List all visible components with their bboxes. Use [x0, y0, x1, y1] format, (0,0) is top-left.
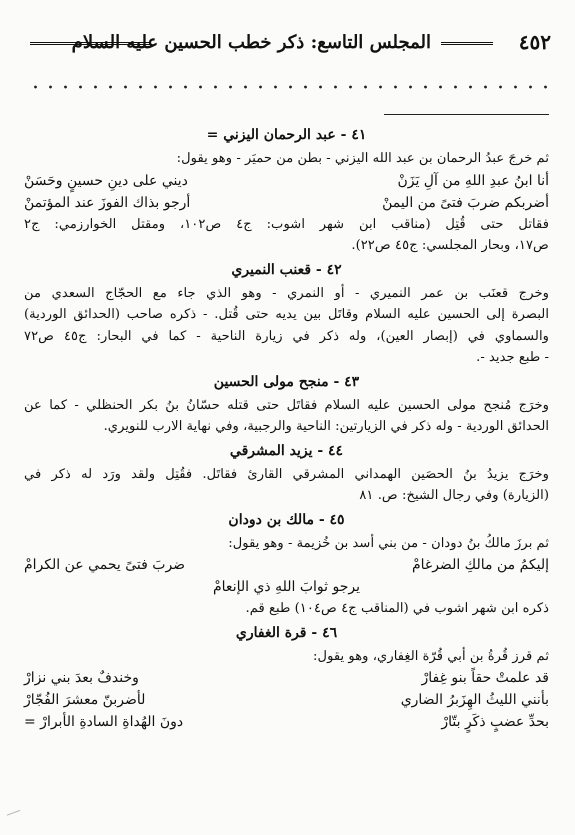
text-line: وخرَج يزيدُ بنُ الحصَين الهمداني المشرقي القارئ فقاتَل. فقُتِل ولقد ورَد له ذكر في: [24, 466, 549, 482]
verse-second-half: ضربَ فتىً يحمي عن الكرامْ: [24, 557, 186, 573]
verse-row-single: [24, 576, 549, 598]
text-line: ص١٧، وبحار المجلسي: ج٤٥ ص٢٢).: [351, 238, 549, 253]
text-line: ثم برزَ مالكُ بنُ دودان - من بني أسد بن خُزيمة - وهو يقول:: [228, 535, 549, 551]
text-line: الحدائق الوردية - وله ذكر في الزيارتين: الناحية والرجبية، وفي نهاية الارب للنويري.: [103, 419, 549, 434]
verse-second-half: وخندفٌ بعدَ بني نزارْ: [24, 670, 139, 686]
verse-first-half: أنا ابنُ عبدِ اللهِ من آلِ يَزَنْ: [397, 172, 549, 189]
page-number: ٤٥٢: [518, 30, 551, 54]
verse-second-half: دونَ الهُداةِ السادةِ الأبرارْ =: [24, 714, 184, 730]
footnote-separator: [384, 114, 549, 115]
verse-second-half: لأضربنّ معشرَ الفُجّارْ: [24, 692, 146, 708]
verse-first-half: بحدِّ عضبٍ ذكَرٍ بتّارْ: [441, 714, 549, 730]
verse-row: [24, 554, 549, 576]
running-title: المجلس التاسع: ذكر خطب الحسين عليه السلام: [71, 32, 431, 53]
section-heading: ٤١ - عبد الرحمان اليزني =: [206, 127, 367, 143]
verse-row: [24, 192, 549, 214]
page-header: [22, 30, 551, 56]
section-heading: ٤٢ - قعنب النميري: [231, 261, 342, 278]
header-rule-left: [30, 42, 150, 45]
section-heading: ٤٣ - منجح مولى الحسين: [213, 373, 360, 390]
text-line: ذكره ابن شهر اشوب في (المناقب ج٤ ص١٠٤) طبع قم.: [245, 601, 549, 616]
verse-row: [24, 667, 549, 689]
text-line: فقاتل حتى قُتِل (مناقب ابن شهر اشوب: ج٤ ص١٠٢، ومقتل الخوارزمي: ج٢: [24, 216, 549, 232]
header-rule-right: [441, 42, 493, 45]
section-heading: ٤٥ - مالك بن دودان: [228, 511, 345, 528]
text-line: البصرة إلى الحسين عليه السلام وقاتَل بين يديه حتى قُتل. - ذكره صاحب (الحدائق الوردية): [24, 307, 549, 322]
text-line: وخرج قعنَب بن عمر النميري - أو النمري - وهو الذي جاء مع الحجّاج السعدي من: [24, 285, 549, 301]
main-text: [24, 122, 549, 733]
text-line: - طبع جديد -.: [476, 350, 549, 365]
verse-first-half: قد علمتْ حقاً بنو غِفارْ: [421, 670, 549, 686]
verse-row: [24, 170, 549, 192]
verse-first-half: أضربكم ضربَ فتىً من اليمنْ: [382, 194, 549, 211]
verse-second-half: ديني على دينِ حسينٍ وحَسَنْ: [24, 172, 188, 189]
verse-first-half: بأنني الليثُ الهِزَبرُ الضاري: [400, 692, 549, 708]
text-line: وخرَج مُنجح مولى الحسين عليه السلام فقاتَل حتى قتله حسّانُ بنُ بكر الحنظلي - كما عن: [24, 397, 549, 413]
verse-row: [24, 711, 549, 733]
verse-first-half: إليكمُ من مالكِ الضرغامْ: [411, 557, 549, 573]
dotted-divider: [28, 84, 547, 90]
section-heading: ٤٤ - يزيد المشرقي: [229, 442, 344, 459]
verse-second-half: أرجو بذاك الفوزَ عند المؤتمنْ: [24, 194, 191, 211]
section-heading: ٤٦ - قرة الغفاري: [235, 624, 338, 641]
verse-single: يرجو ثوابَ اللهِ ذي الإنعامْ: [213, 579, 360, 595]
page-corner-mark: [7, 810, 23, 823]
text-line: (الزيارة) وفي رجال الشيخ: ص. ٨١: [359, 488, 549, 503]
verse-row: [24, 689, 549, 711]
text-line: ثم خرجَ عبدُ الرحمان بن عبد الله اليزني - بطن من حميَر - وهو يقول:: [176, 151, 549, 166]
text-line: والسماوي في (إبصار العين)، وله ذكر في زيارة الناحية - كما في البحار: ج٤٥ ص٧٢: [24, 328, 549, 344]
text-line: ثم قرز قُرةُ بن أبي قُرّة الغِفاري، وهو يقول:: [313, 648, 549, 664]
